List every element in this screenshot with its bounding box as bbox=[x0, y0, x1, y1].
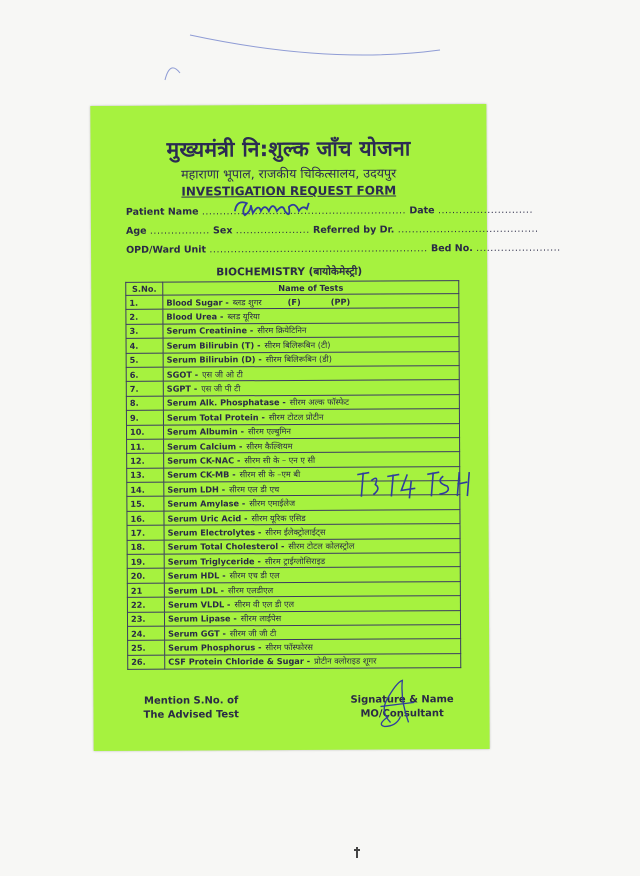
test-name-cell bbox=[164, 438, 460, 454]
test-name-cell bbox=[163, 380, 459, 396]
test-name-cell bbox=[163, 308, 459, 324]
referred-by-field[interactable]: ........................................ bbox=[397, 223, 539, 236]
test-name-cell bbox=[163, 366, 459, 382]
test-name-hindi: सीरम अल्क फॉस्फेट bbox=[289, 397, 350, 408]
age-sex-row bbox=[125, 223, 539, 237]
opd-field[interactable]: .............................................................. bbox=[209, 243, 428, 256]
test-name: Blood Urea - bbox=[166, 311, 224, 322]
test-name: Serum Phosphorus - bbox=[168, 642, 262, 653]
test-name-cell bbox=[164, 610, 460, 626]
test-name-hindi: सीरम ट्राईग्लोसिराइड bbox=[264, 555, 326, 566]
section-title: BIOCHEMISTRY (बायोकेमेस्ट्री) bbox=[216, 265, 363, 279]
test-sno: 8. bbox=[126, 396, 163, 411]
form-scheme-title: मुख्यमंत्री नि:शुल्क जाँच योजना bbox=[166, 136, 411, 162]
test-sno: 26. bbox=[128, 655, 165, 670]
test-name-hindi: सीरम बिलिरूबिन (डी) bbox=[265, 354, 332, 365]
test-name: Serum CK-MB - bbox=[167, 469, 236, 481]
test-name-hindi: सीरम टोटल कोलस्ट्रोल bbox=[288, 540, 355, 552]
test-name-cell bbox=[164, 596, 460, 612]
date-label: Date bbox=[409, 205, 435, 217]
test-sno: 22. bbox=[127, 597, 164, 612]
test-name: Serum HDL - bbox=[167, 570, 226, 581]
test-name-hindi: प्रोटीन क्लोराइड शूगर bbox=[314, 656, 377, 667]
investigation-request-form bbox=[90, 104, 561, 751]
test-sno: 15. bbox=[127, 497, 164, 512]
test-name-cell bbox=[163, 337, 459, 353]
test-name: Serum LDH - bbox=[167, 484, 226, 495]
bed-field[interactable]: ........................ bbox=[476, 242, 561, 255]
mention-line-2: The Advised Test bbox=[143, 709, 239, 721]
test-sno: 23. bbox=[127, 612, 164, 627]
test-sno: 3. bbox=[126, 324, 163, 339]
test-sno: 5. bbox=[126, 353, 163, 368]
test-name-hindi: सीरम एल डी एच bbox=[229, 483, 280, 495]
bed-label: Bed No. bbox=[430, 243, 473, 255]
test-name: Serum Albumin - bbox=[166, 426, 244, 437]
test-name-cell bbox=[163, 394, 459, 410]
opd-label: OPD/Ward Unit bbox=[126, 244, 207, 256]
signature-line-1: Signature & Name bbox=[350, 694, 454, 706]
test-name: SGOT - bbox=[166, 369, 199, 380]
test-name: Serum Bilirubin (D) - bbox=[166, 354, 262, 365]
test-name-cell bbox=[164, 524, 460, 540]
test-name-cell bbox=[163, 351, 459, 367]
opd-bed-row bbox=[126, 242, 561, 256]
test-sno: 6. bbox=[126, 367, 163, 382]
test-name: Serum Total Cholesterol - bbox=[167, 541, 285, 552]
test-sno: 10. bbox=[126, 425, 163, 440]
handwritten-tests bbox=[355, 466, 485, 505]
test-name: Serum GGT - bbox=[168, 628, 226, 639]
test-sno: 12. bbox=[127, 453, 164, 468]
pen-stroke-mark bbox=[150, 25, 450, 95]
test-sno: 25. bbox=[128, 641, 165, 656]
test-name: Serum LDL - bbox=[167, 584, 225, 596]
test-name-hindi: सीरम फॉस्फोरस bbox=[265, 641, 313, 653]
test-name: Serum Uric Acid - bbox=[167, 512, 248, 524]
test-sno: 16. bbox=[127, 511, 164, 526]
test-name-hindi: सीरम लाईपेस bbox=[240, 613, 282, 624]
test-name-hindi: एस जी ओ टी bbox=[202, 368, 243, 380]
handwritten-patient-name bbox=[229, 197, 329, 224]
test-name: Serum Amylase - bbox=[167, 498, 246, 509]
sno-header: S.No. bbox=[126, 282, 163, 295]
test-name-cell bbox=[164, 509, 460, 525]
pp-option: (PP) bbox=[330, 296, 351, 307]
test-name-hindi: सीरम एलडीएल bbox=[228, 584, 274, 595]
test-name: Serum Creatinine - bbox=[166, 325, 254, 337]
referred-by-label: Referred by Dr. bbox=[312, 224, 395, 236]
test-name-hindi: सीरम कैल्शियम bbox=[246, 440, 293, 451]
test-sno: 13. bbox=[127, 468, 164, 483]
test-row bbox=[128, 653, 461, 669]
test-sno: 17. bbox=[127, 525, 164, 540]
test-name: Serum Alk. Phosphatase - bbox=[166, 397, 286, 409]
fasting-option: (F) bbox=[287, 296, 301, 307]
age-label: Age bbox=[125, 225, 147, 237]
test-name-hindi: सीरम बिलिरूबिन (टी) bbox=[264, 339, 331, 350]
test-name: CSF Protein Chloride & Sugar - bbox=[168, 656, 311, 668]
test-name-cell bbox=[163, 423, 459, 439]
test-name-hindi: सीरम वी एल डी एल bbox=[234, 598, 295, 610]
test-name-cell bbox=[164, 538, 460, 554]
test-name-hindi: सीरम एमाईलेज bbox=[249, 498, 296, 509]
signature-line-2: MO/Consultant bbox=[360, 708, 444, 720]
test-name-cell bbox=[163, 409, 459, 425]
test-sno: 1. bbox=[126, 295, 163, 310]
signature-scribble bbox=[370, 676, 420, 728]
test-sno: 7. bbox=[126, 382, 163, 397]
test-name-hindi: सीरम क्रियेटिनिन bbox=[257, 325, 307, 336]
test-name-cell bbox=[164, 581, 460, 597]
patient-name-label: Patient Name bbox=[125, 206, 199, 218]
test-sno: 4. bbox=[126, 338, 163, 353]
test-name-cell bbox=[163, 294, 459, 310]
test-name-hindi: सीरम सी के –एम बी bbox=[239, 469, 301, 480]
test-sno: 19. bbox=[127, 554, 164, 569]
test-name: Serum Triglyceride - bbox=[167, 555, 261, 567]
date-field[interactable]: ........................... bbox=[437, 204, 534, 217]
test-sno: 14. bbox=[127, 482, 164, 497]
test-name-cell bbox=[163, 322, 459, 338]
hospital-name: महाराणा भूपाल, राजकीय चिकित्सालय, उदयपुर bbox=[181, 165, 397, 182]
test-name-hindi: सीरम एच डी एल bbox=[229, 570, 280, 581]
age-field[interactable]: ................. bbox=[149, 225, 210, 237]
mention-sno-note bbox=[143, 694, 239, 722]
test-name: Serum Electrolytes - bbox=[167, 527, 262, 538]
test-name-hindi: ब्लड यूरिया bbox=[227, 311, 260, 322]
test-sno: 11. bbox=[127, 439, 164, 454]
test-name-cell bbox=[164, 567, 460, 583]
test-name: Serum CK-NAC - bbox=[167, 455, 241, 466]
form-title: INVESTIGATION REQUEST FORM bbox=[181, 183, 397, 199]
test-name-hindi: सीरम जी जी टी bbox=[229, 627, 277, 638]
test-name-cell bbox=[164, 553, 460, 569]
test-sno: 9. bbox=[126, 410, 163, 425]
test-sno: 2. bbox=[126, 310, 163, 325]
test-sno: 21 bbox=[127, 583, 164, 598]
test-name: Serum Bilirubin (T) - bbox=[166, 340, 261, 351]
test-sno: 24. bbox=[128, 626, 165, 641]
test-name: Blood Sugar - bbox=[166, 297, 229, 308]
tests-header: Name of Tests bbox=[163, 281, 459, 296]
test-name-cell bbox=[165, 625, 461, 641]
test-name-hindi: सीरम टोटल प्रोटीन bbox=[268, 411, 324, 422]
test-sno: 20. bbox=[127, 569, 164, 584]
test-name-hindi: एस जी पी टी bbox=[201, 383, 241, 394]
test-sno: 18. bbox=[127, 540, 164, 555]
test-name-hindi: सीरम एल्बुमिन bbox=[247, 426, 291, 437]
test-name-hindi: सीरम ईलेक्ट्रोलाईट्स bbox=[265, 526, 326, 538]
patient-name-field[interactable]: .......................................................... bbox=[201, 205, 407, 218]
test-name: Serum Calcium - bbox=[167, 440, 243, 452]
sex-field[interactable]: ..................... bbox=[235, 224, 310, 237]
test-name-hindi: ब्लड शुगर bbox=[232, 296, 262, 307]
sex-label: Sex bbox=[213, 225, 233, 237]
test-name: SGPT - bbox=[166, 383, 198, 394]
test-name-cell bbox=[165, 639, 461, 655]
test-name-hindi: सीरम यूरिक एसिड bbox=[251, 512, 306, 523]
test-name: Serum Lipase - bbox=[167, 613, 237, 624]
mention-line-1: Mention S.No. of bbox=[143, 695, 239, 707]
test-name-hindi: सीरम सी के – एन ए सी bbox=[244, 454, 316, 466]
test-name: Serum VLDL - bbox=[167, 599, 231, 610]
test-name: Serum Total Protein - bbox=[166, 411, 265, 423]
pin-mark bbox=[352, 846, 362, 860]
test-name-cell bbox=[165, 653, 461, 669]
